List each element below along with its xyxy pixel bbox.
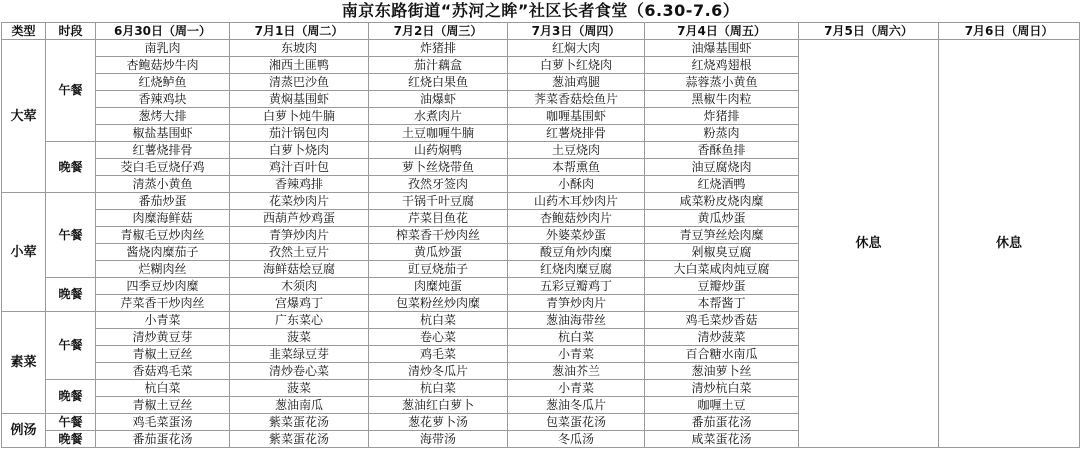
dish-cell: 南乳肉 [96, 40, 230, 57]
dish-cell: 四季豆炒肉糜 [96, 278, 230, 295]
dish-cell: 木须肉 [230, 278, 369, 295]
dish-cell: 咖喱土豆 [645, 397, 799, 414]
dish-cell: 鸡毛菜蛋汤 [96, 414, 230, 431]
dish-cell: 酱烧肉糜茄子 [96, 244, 230, 261]
dish-cell: 葱油海带丝 [508, 312, 645, 329]
dish-cell: 萝卜丝烧带鱼 [369, 159, 508, 176]
dish-cell: 白萝卜红烧肉 [508, 57, 645, 74]
dish-cell: 芹菜香干炒肉丝 [96, 295, 230, 312]
dish-cell: 榨菜香干炒肉丝 [369, 227, 508, 244]
dish-cell: 葱油萝卜丝 [645, 363, 799, 380]
dish-cell: 红薯烧排骨 [508, 125, 645, 142]
dish-cell: 黄瓜炒蛋 [369, 244, 508, 261]
day-header: 7月4日（周五） [645, 23, 799, 40]
dish-cell: 鸡汁百叶包 [230, 159, 369, 176]
dish-cell: 青笋炒肉片 [508, 295, 645, 312]
dish-cell: 肉糜炖蛋 [369, 278, 508, 295]
header-row [2, 23, 1080, 40]
dish-cell: 番茄蛋花汤 [96, 431, 230, 448]
dish-cell: 红焖大肉 [508, 40, 645, 57]
dish-cell: 豇豆烧茄子 [369, 261, 508, 278]
dish-cell: 烂糊肉丝 [96, 261, 230, 278]
day-header: 7月3日（周四） [508, 23, 645, 40]
dish-cell: 鸡毛菜炒香菇 [645, 312, 799, 329]
dish-cell: 青豆笋丝烩肉糜 [645, 227, 799, 244]
dish-cell: 本帮酱丁 [645, 295, 799, 312]
dish-cell: 杏鲍菇炒牛肉 [96, 57, 230, 74]
dish-cell: 炸猪排 [369, 40, 508, 57]
dish-cell: 油豆腐烧肉 [645, 159, 799, 176]
dish-cell: 花菜炒肉片 [230, 193, 369, 210]
dish-cell: 杏鲍菇炒肉片 [508, 210, 645, 227]
dish-cell: 红烧酒鸭 [645, 176, 799, 193]
day-header: 7月6日（周日） [939, 23, 1080, 40]
dish-cell: 芹菜目鱼花 [369, 210, 508, 227]
category-label: 小荤 [2, 193, 46, 312]
dish-cell: 大白菜咸肉炖豆腐 [645, 261, 799, 278]
dish-cell: 小酥肉 [508, 176, 645, 193]
dish-cell: 干锅千叶豆腐 [369, 193, 508, 210]
meal-period-label: 晚餐 [46, 142, 96, 193]
day-header: 7月1日（周二） [230, 23, 369, 40]
dish-cell: 咸菜蛋花汤 [645, 431, 799, 448]
dish-cell: 土豆咖喱牛腩 [369, 125, 508, 142]
meal-period-label: 午餐 [46, 193, 96, 278]
day-header: 7月5日（周六） [799, 23, 939, 40]
rest-day-label: 休息 [799, 40, 939, 448]
menu-table [1, 0, 1080, 448]
dish-cell: 黄瓜炒蛋 [645, 210, 799, 227]
dish-cell: 紫菜蛋花汤 [230, 431, 369, 448]
dish-cell: 宫爆鸡丁 [230, 295, 369, 312]
dish-cell: 山药木耳炒肉片 [508, 193, 645, 210]
dish-cell: 小青菜 [96, 312, 230, 329]
dish-cell: 茄汁藕盒 [369, 57, 508, 74]
dish-cell: 红烧肉糜豆腐 [508, 261, 645, 278]
meal-period-label: 晚餐 [46, 380, 96, 414]
dish-cell: 百合糖水南瓜 [645, 346, 799, 363]
table-row [2, 40, 1080, 57]
dish-cell: 青椒毛豆炒肉丝 [96, 227, 230, 244]
dish-cell: 茭白毛豆烧仔鸡 [96, 159, 230, 176]
dish-cell: 葱油红白萝卜 [369, 397, 508, 414]
dish-cell: 韭菜绿豆芽 [230, 346, 369, 363]
dish-cell: 小青菜 [508, 380, 645, 397]
dish-cell: 油爆虾 [369, 91, 508, 108]
meal-period-label: 午餐 [46, 40, 96, 142]
dish-cell: 香菇鸡毛菜 [96, 363, 230, 380]
dish-cell: 葱油南瓜 [230, 397, 369, 414]
dish-cell: 咸菜粉皮烧肉糜 [645, 193, 799, 210]
dish-cell: 菠菜 [230, 329, 369, 346]
category-label: 大荤 [2, 40, 46, 193]
dish-cell: 豆瓣炒蛋 [645, 278, 799, 295]
dish-cell: 葱油芥兰 [508, 363, 645, 380]
dish-cell: 杭白菜 [369, 312, 508, 329]
meal-period-label: 午餐 [46, 312, 96, 380]
dish-cell: 葱油鸡腿 [508, 74, 645, 91]
dish-cell: 山药焖鸭 [369, 142, 508, 159]
dish-cell: 清炒黄豆芽 [96, 329, 230, 346]
dish-cell: 菠菜 [230, 380, 369, 397]
dish-cell: 包菜蛋花汤 [508, 414, 645, 431]
dish-cell: 葱烤大排 [96, 108, 230, 125]
page-title: 南京东路街道“苏河之眸”社区长者食堂（6.30-7.6） [2, 0, 1080, 23]
dish-cell: 青椒土豆丝 [96, 397, 230, 414]
dish-cell: 剁椒臭豆腐 [645, 244, 799, 261]
type-header: 类型 [2, 23, 46, 40]
dish-cell: 黑椒牛肉粒 [645, 91, 799, 108]
dish-cell: 水煮肉片 [369, 108, 508, 125]
period-header: 时段 [46, 23, 96, 40]
dish-cell: 青笋炒肉片 [230, 227, 369, 244]
dish-cell: 本帮熏鱼 [508, 159, 645, 176]
dish-cell: 海鲜菇烩豆腐 [230, 261, 369, 278]
dish-cell: 杭白菜 [508, 329, 645, 346]
dish-cell: 包菜粉丝炒肉糜 [369, 295, 508, 312]
dish-cell: 香辣鸡块 [96, 91, 230, 108]
category-label: 素菜 [2, 312, 46, 414]
dish-cell: 番茄炒蛋 [96, 193, 230, 210]
dish-cell: 蒜蓉蒸小黄鱼 [645, 74, 799, 91]
dish-cell: 东坡肉 [230, 40, 369, 57]
dish-cell: 杭白菜 [369, 380, 508, 397]
dish-cell: 红烧白果鱼 [369, 74, 508, 91]
menu-body [2, 40, 1080, 448]
dish-cell: 孜然牙签肉 [369, 176, 508, 193]
dish-cell: 青椒土豆丝 [96, 346, 230, 363]
day-header: 6月30日（周一） [96, 23, 230, 40]
dish-cell: 黄焖基围虾 [230, 91, 369, 108]
dish-cell: 外婆菜炒蛋 [508, 227, 645, 244]
dish-cell: 鸡毛菜 [369, 346, 508, 363]
dish-cell: 炸猪排 [645, 108, 799, 125]
dish-cell: 土豆烧肉 [508, 142, 645, 159]
dish-cell: 五彩豆瓣鸡丁 [508, 278, 645, 295]
dish-cell: 清炒卷心菜 [230, 363, 369, 380]
day-header: 7月2日（周三） [369, 23, 508, 40]
meal-period-label: 晚餐 [46, 278, 96, 312]
dish-cell: 卷心菜 [369, 329, 508, 346]
dish-cell: 杭白菜 [96, 380, 230, 397]
dish-cell: 香酥鱼排 [645, 142, 799, 159]
dish-cell: 酸豆角炒肉糜 [508, 244, 645, 261]
dish-cell: 海带汤 [369, 431, 508, 448]
rest-day-label: 休息 [939, 40, 1080, 448]
dish-cell: 肉糜海鲜菇 [96, 210, 230, 227]
dish-cell: 红烧鸡翅根 [645, 57, 799, 74]
dish-cell: 清炒杭白菜 [645, 380, 799, 397]
dish-cell: 西葫芦炒鸡蛋 [230, 210, 369, 227]
dish-cell: 清炒冬瓜片 [369, 363, 508, 380]
dish-cell: 清炒菠菜 [645, 329, 799, 346]
dish-cell: 清蒸小黄鱼 [96, 176, 230, 193]
dish-cell: 广东菜心 [230, 312, 369, 329]
dish-cell: 紫菜蛋花汤 [230, 414, 369, 431]
dish-cell: 红薯烧排骨 [96, 142, 230, 159]
dish-cell: 清蒸巴沙鱼 [230, 74, 369, 91]
dish-cell: 葱油冬瓜片 [508, 397, 645, 414]
meal-period-label: 午餐 [46, 414, 96, 431]
category-label: 例汤 [2, 414, 46, 448]
dish-cell: 白萝卜炖牛腩 [230, 108, 369, 125]
dish-cell: 孜然土豆片 [230, 244, 369, 261]
dish-cell: 咖喱基围虾 [508, 108, 645, 125]
dish-cell: 茄汁锅包肉 [230, 125, 369, 142]
dish-cell: 番茄蛋花汤 [645, 414, 799, 431]
dish-cell: 葱花萝卜汤 [369, 414, 508, 431]
dish-cell: 冬瓜汤 [508, 431, 645, 448]
meal-period-label: 晚餐 [46, 431, 96, 448]
dish-cell: 红烧鲈鱼 [96, 74, 230, 91]
dish-cell: 粉蒸肉 [645, 125, 799, 142]
dish-cell: 香辣鸡排 [230, 176, 369, 193]
dish-cell: 小青菜 [508, 346, 645, 363]
dish-cell: 椒盐基围虾 [96, 125, 230, 142]
dish-cell: 油爆基围虾 [645, 40, 799, 57]
dish-cell: 湘西土匪鸭 [230, 57, 369, 74]
dish-cell: 荠菜香菇烩鱼片 [508, 91, 645, 108]
dish-cell: 白萝卜烧肉 [230, 142, 369, 159]
